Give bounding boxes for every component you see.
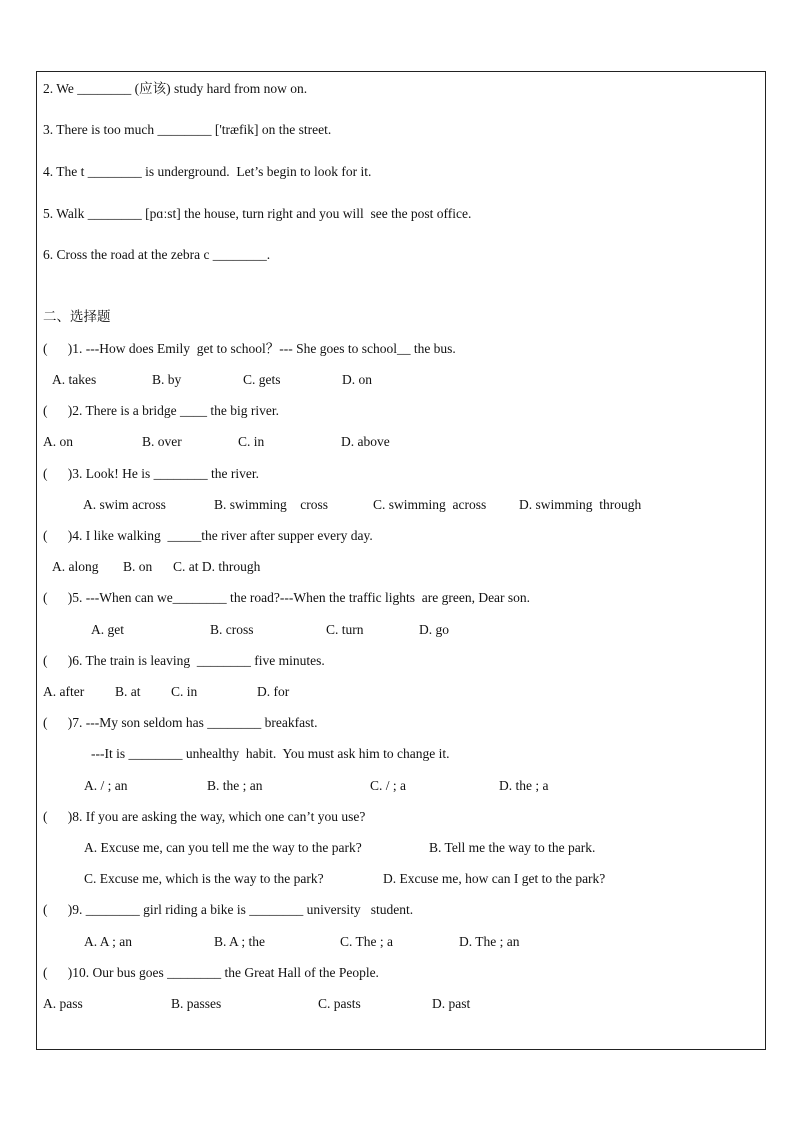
option: C. The ; a (340, 934, 393, 949)
option: D. on (342, 372, 372, 387)
option: D. Excuse me, how can I get to the park? (383, 871, 606, 886)
question-stem: ( )10. Our bus goes ________ the Great Hall of the People. (43, 965, 379, 980)
question-stem: ( )8. If you are asking the way, which one can’t you use? (43, 809, 366, 824)
option: A. along (52, 559, 99, 574)
question-stem-continued: ---It is ________ unhealthy habit. You must ask him to change it. (91, 746, 450, 761)
question-stem: ( )5. ---When can we________ the road?---When the traffic lights are green, Dear son. (43, 590, 531, 605)
option: D. for (257, 684, 290, 699)
option: B. cross (210, 622, 254, 637)
question-stem: ( )7. ---My son seldom has ________ breakfast. (43, 715, 318, 730)
option: A. get (91, 622, 124, 637)
option: A. after (43, 684, 85, 699)
question-stem: ( )3. Look! He is ________ the river. (43, 466, 259, 481)
option: D. The ; an (459, 934, 520, 949)
option: A. / ; an (84, 778, 128, 793)
option: C. pasts (318, 996, 361, 1011)
option: A. swim across (83, 497, 166, 512)
option: A. takes (52, 372, 97, 387)
option: C. at D. through (173, 559, 261, 574)
option: B. on (123, 559, 153, 574)
fill-in-item: 4. The t ________ is underground. Let’s begin to look for it. (43, 164, 372, 179)
option: A. Excuse me, can you tell me the way to the park? (84, 840, 362, 855)
option: B. at (115, 684, 141, 699)
option: C. turn (326, 622, 364, 637)
fill-in-item: 5. Walk ________ [pɑːst] the house, turn right and you will see the post office. (43, 206, 472, 221)
option: C. gets (243, 372, 281, 387)
option: C. in (238, 434, 265, 449)
section-title: 二、选择题 (43, 309, 111, 325)
fill-in-item: 2. We ________ (应该) study hard from now on. (43, 81, 308, 96)
question-stem: ( )6. The train is leaving ________ five minutes. (43, 653, 325, 668)
option: B. by (152, 372, 182, 387)
option: D. past (432, 996, 471, 1011)
fill-in-item: 3. There is too much ________ ['træfik] on the street. (43, 122, 332, 137)
option: C. swimming across (373, 497, 487, 512)
question-stem: ( )4. I like walking _____the river after supper every day. (43, 528, 373, 543)
option: B. the ; an (207, 778, 263, 793)
option: B. swimming cross (214, 497, 329, 512)
option: D. above (341, 434, 390, 449)
option: A. pass (43, 996, 83, 1011)
option: C. Excuse me, which is the way to the park? (84, 871, 324, 886)
option: A. A ; an (84, 934, 133, 949)
option: A. on (43, 434, 73, 449)
question-stem: ( )9. ________ girl riding a bike is ________ university student. (43, 902, 414, 917)
option: C. / ; a (370, 778, 406, 793)
option: D. swimming through (519, 497, 642, 512)
option: B. A ; the (214, 934, 266, 949)
option: B. over (142, 434, 182, 449)
question-stem: ( )1. ---How does Emily get to school？--- She goes to school__ the bus. (43, 341, 456, 356)
option: B. Tell me the way to the park. (429, 840, 596, 855)
option: C. in (171, 684, 198, 699)
fill-in-item: 6. Cross the road at the zebra c ________. (43, 247, 271, 262)
option: D. go (419, 622, 449, 637)
option: B. passes (171, 996, 222, 1011)
option: D. the ; a (499, 778, 549, 793)
question-stem: ( )2. There is a bridge ____ the big river. (43, 403, 279, 418)
